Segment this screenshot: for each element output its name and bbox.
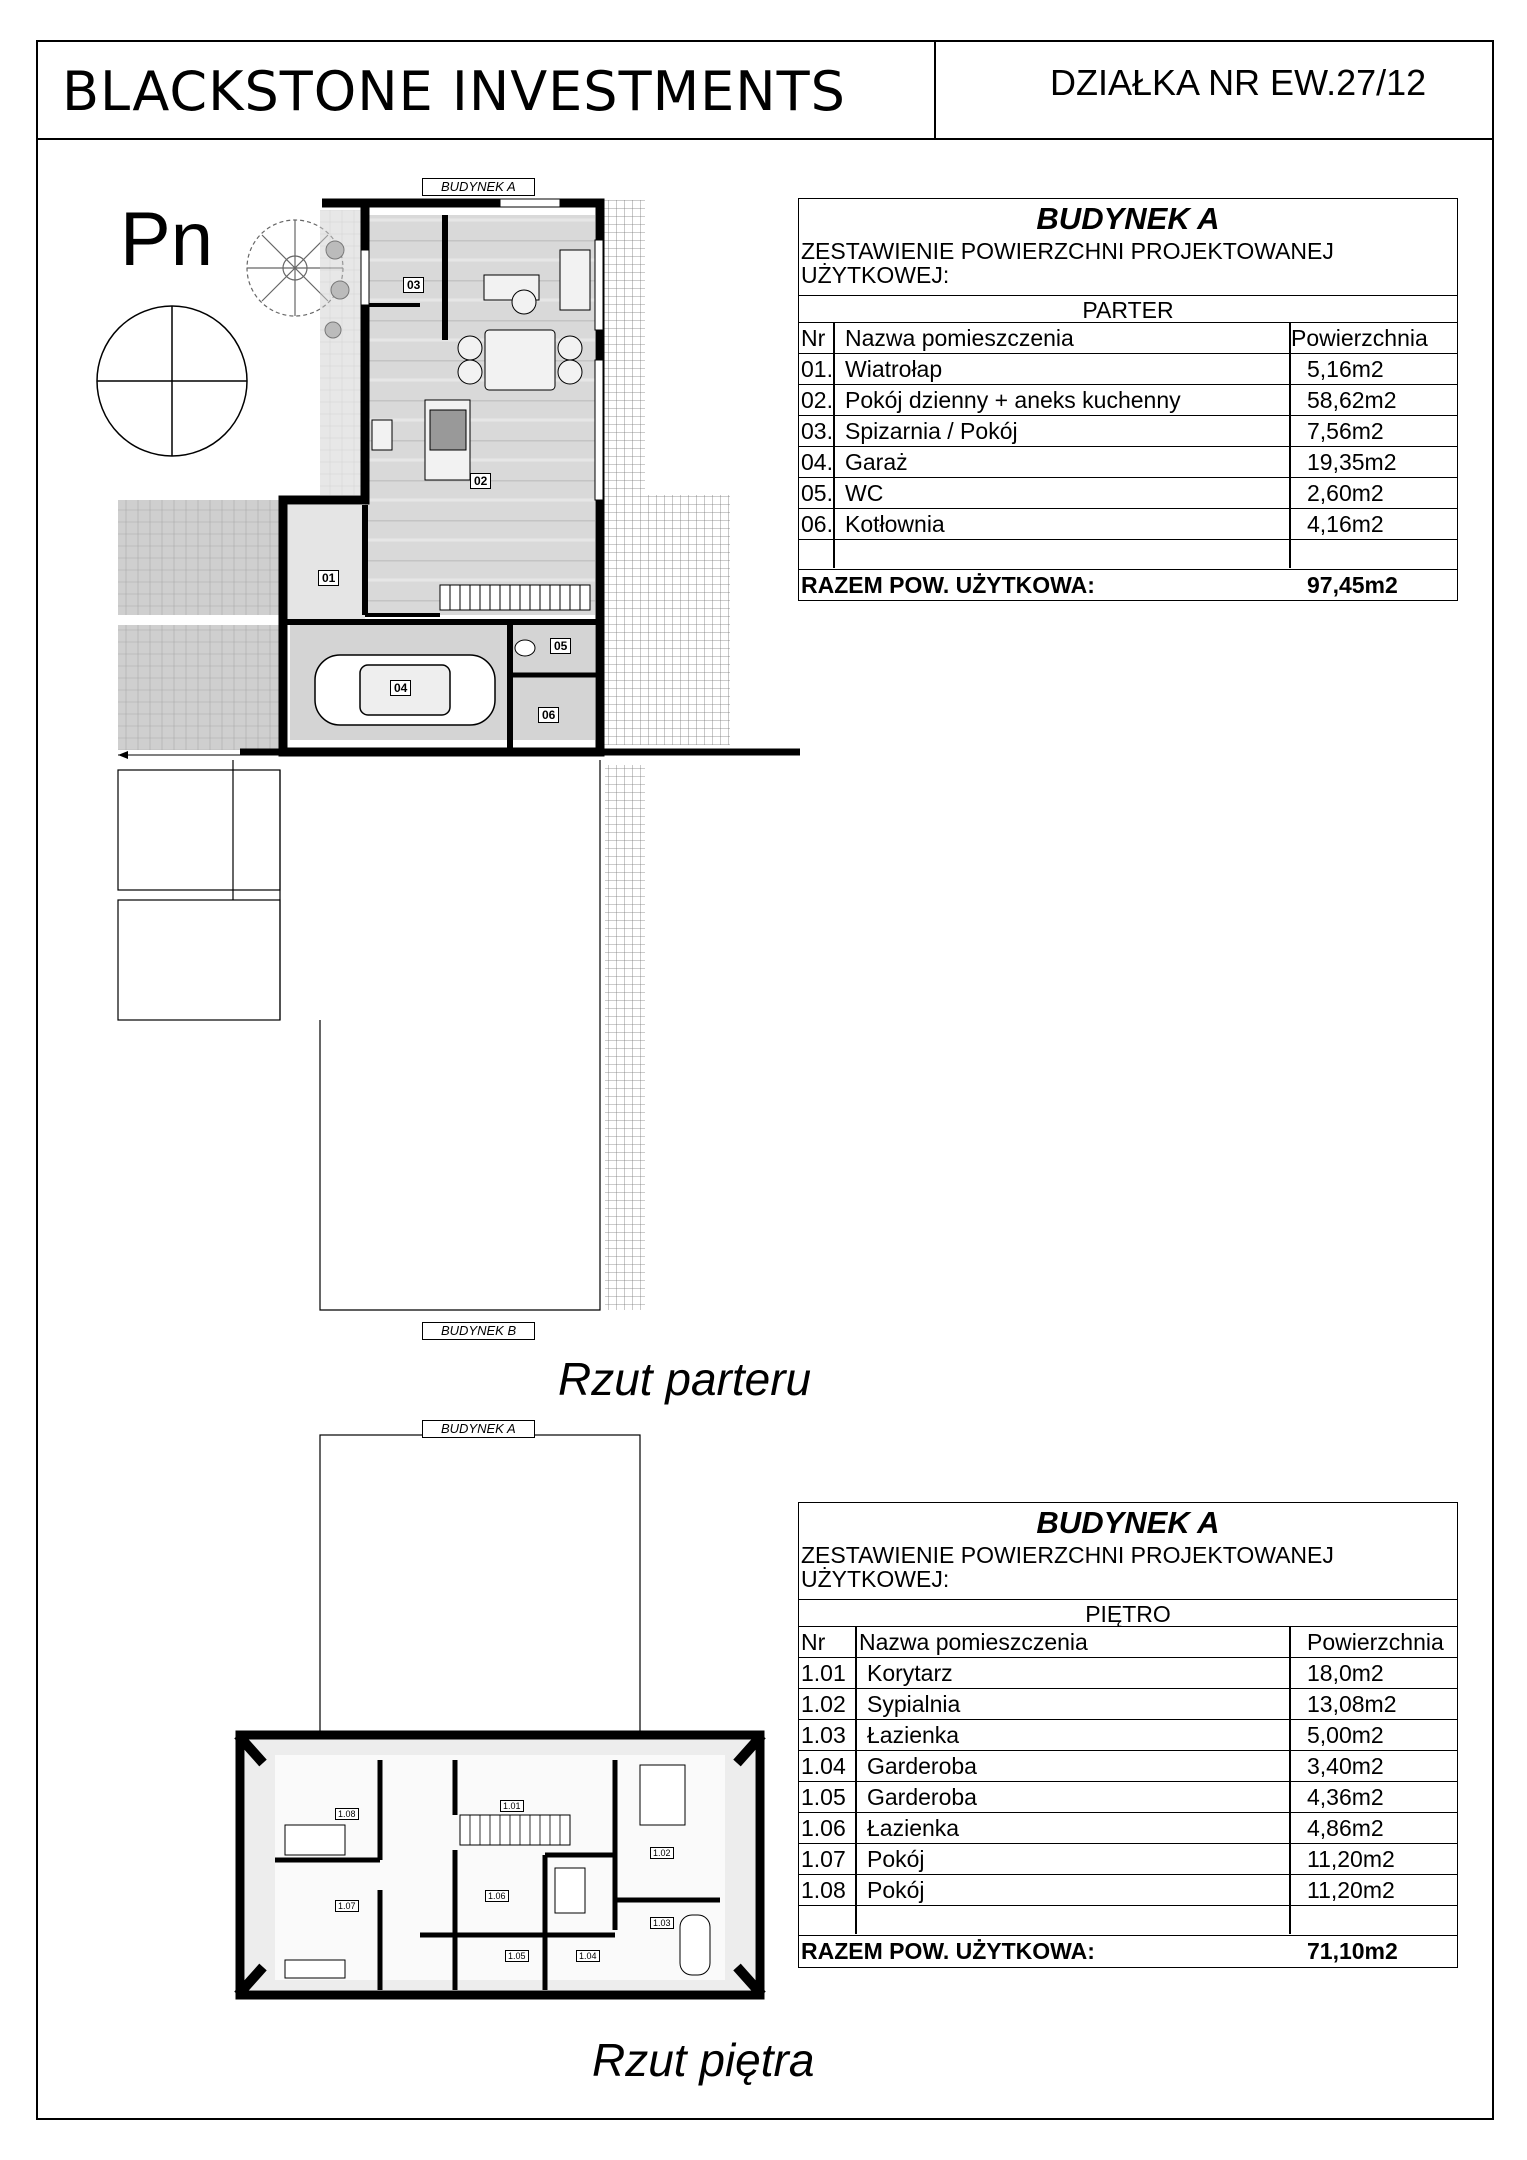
cell-name: Wiatrołap <box>845 356 943 382</box>
cell-area: 11,20m2 <box>1307 1877 1395 1903</box>
room-tag: 04 <box>390 680 411 696</box>
table-level: PARTER <box>1082 297 1174 323</box>
cell-area: 13,08m2 <box>1307 1691 1397 1717</box>
cell-nr: 01. <box>801 356 833 382</box>
table-title: BUDYNEK A <box>1036 201 1220 236</box>
cell-nr: 1.02 <box>801 1691 846 1717</box>
cell-nr: 1.07 <box>801 1846 846 1872</box>
total-value: 71,10m2 <box>1307 1938 1398 1964</box>
col-nr: Nr <box>801 1629 826 1655</box>
table-header-row <box>799 322 1457 354</box>
cell-area: 2,60m2 <box>1307 480 1384 506</box>
col-name: Nazwa pomieszczenia <box>859 1629 1088 1655</box>
cell-nr: 03. <box>801 418 833 444</box>
area-table-pietro <box>798 1502 1458 1968</box>
col-area: Powierzchnia <box>1291 325 1428 351</box>
table-row <box>799 1843 1457 1875</box>
building-label-bottom: BUDYNEK B <box>422 1322 535 1340</box>
table-subtitle-line1: ZESTAWIENIE POWIERZCHNI PROJEKTOWANEJ <box>801 238 1334 264</box>
room-tag: 01 <box>318 570 339 586</box>
building-label-upper: BUDYNEK A <box>422 1420 535 1438</box>
room-tag: 1.06 <box>485 1890 509 1902</box>
total-label: RAZEM POW. UŻYTKOWA: <box>801 572 1095 598</box>
cell-name: Kotłownia <box>845 511 945 537</box>
table-row <box>799 477 1457 509</box>
table-total-row <box>799 569 1457 601</box>
cell-name: Pokój <box>867 1877 925 1903</box>
cell-nr: 04. <box>801 449 833 475</box>
cell-area: 5,00m2 <box>1307 1722 1384 1748</box>
col-nr: Nr <box>801 325 826 351</box>
table-subtitle-line2: UŻYTKOWEJ: <box>801 262 950 288</box>
arrow-icon <box>118 751 128 759</box>
lower-blocks <box>118 760 600 1310</box>
table-header-row <box>799 1626 1457 1658</box>
table-subtitle-line1: ZESTAWIENIE POWIERZCHNI PROJEKTOWANEJ <box>801 1542 1334 1568</box>
table-row <box>799 1688 1457 1720</box>
cell-name: Garaż <box>845 449 908 475</box>
col-area: Powierzchnia <box>1307 1629 1444 1655</box>
cell-nr: 1.01 <box>801 1660 846 1686</box>
cell-name: Sypialnia <box>867 1691 961 1717</box>
area-table-parter <box>798 198 1458 601</box>
room-tag: 1.05 <box>505 1950 529 1962</box>
room-tag: 05 <box>550 638 571 654</box>
cell-area: 7,56m2 <box>1307 418 1384 444</box>
table-row <box>799 353 1457 385</box>
cell-nr: 02. <box>801 387 833 413</box>
table-row <box>799 508 1457 540</box>
table-row <box>799 1874 1457 1906</box>
cell-area: 58,62m2 <box>1307 387 1397 413</box>
table-subtitle-line2: UŻYTKOWEJ: <box>801 1566 950 1592</box>
table-row <box>799 384 1457 416</box>
cell-nr: 06. <box>801 511 833 537</box>
table-row-empty <box>799 539 1457 571</box>
cell-area: 3,40m2 <box>1307 1753 1384 1779</box>
room-tag: 03 <box>403 277 424 293</box>
cell-area: 19,35m2 <box>1307 449 1397 475</box>
total-label: RAZEM POW. UŻYTKOWA: <box>801 1938 1095 1964</box>
room-tag: 1.01 <box>500 1800 524 1812</box>
table-row <box>799 1750 1457 1782</box>
cell-name: Pokój <box>867 1846 925 1872</box>
cell-name: Garderoba <box>867 1753 977 1779</box>
building-label-top: BUDYNEK A <box>422 178 535 196</box>
room-tag: 06 <box>538 707 559 723</box>
cell-name: Spizarnia / Pokój <box>845 418 1018 444</box>
cell-nr: 1.05 <box>801 1784 846 1810</box>
wc-icon <box>515 640 535 656</box>
room-tag: 02 <box>470 473 491 489</box>
caption-ground-floor: Rzut parteru <box>558 1353 812 1405</box>
paving-south <box>118 625 283 750</box>
room-tag: 1.03 <box>650 1917 674 1929</box>
cell-nr: 1.08 <box>801 1877 846 1903</box>
total-value: 97,45m2 <box>1307 572 1398 598</box>
table-level: PIĘTRO <box>1085 1601 1171 1627</box>
room-tag: 1.02 <box>650 1847 674 1859</box>
cell-area: 4,36m2 <box>1307 1784 1384 1810</box>
cell-area: 4,86m2 <box>1307 1815 1384 1841</box>
cell-name: Pokój dzienny + aneks kuchenny <box>845 387 1181 413</box>
cell-nr: 1.06 <box>801 1815 846 1841</box>
cell-nr: 05. <box>801 480 833 506</box>
table-total-row <box>799 1935 1457 1967</box>
cell-name: Garderoba <box>867 1784 977 1810</box>
room-tag: 1.08 <box>335 1808 359 1820</box>
cell-name: Korytarz <box>867 1660 953 1686</box>
lower-terrace-tiles <box>605 765 645 1310</box>
caption-upper-floor: Rzut piętra <box>592 2034 815 2086</box>
cell-name: Łazienka <box>867 1815 960 1841</box>
cell-nr: 1.04 <box>801 1753 846 1779</box>
roof-terrace-outline <box>320 1435 640 1735</box>
table-row <box>799 1812 1457 1844</box>
table-title: BUDYNEK A <box>1036 1505 1220 1540</box>
plot-number: DZIAŁKA NR EW.27/12 <box>1050 62 1427 103</box>
cell-area: 18,0m2 <box>1307 1660 1384 1686</box>
paving-north <box>118 500 283 615</box>
col-name: Nazwa pomieszczenia <box>845 325 1074 351</box>
cell-name: Łazienka <box>867 1722 960 1748</box>
north-label: Pn <box>120 197 213 282</box>
cell-name: WC <box>845 480 884 506</box>
table-row <box>799 1657 1457 1689</box>
vestibule-floor <box>285 505 365 620</box>
compass-icon <box>97 306 247 456</box>
room-tag: 1.07 <box>335 1900 359 1912</box>
table-row <box>799 1719 1457 1751</box>
table-row-empty <box>799 1905 1457 1937</box>
terrace-tiles-2 <box>600 495 730 745</box>
cell-nr: 1.03 <box>801 1722 846 1748</box>
room-tag: 1.04 <box>576 1950 600 1962</box>
table-row <box>799 415 1457 447</box>
cell-area: 11,20m2 <box>1307 1846 1395 1872</box>
stairs <box>440 585 590 610</box>
upper-floor <box>238 1735 762 1995</box>
company-name: BLACKSTONE INVESTMENTS <box>62 60 846 123</box>
cell-area: 4,16m2 <box>1307 511 1384 537</box>
table-row <box>799 1781 1457 1813</box>
table-row <box>799 446 1457 478</box>
cell-area: 5,16m2 <box>1307 356 1384 382</box>
